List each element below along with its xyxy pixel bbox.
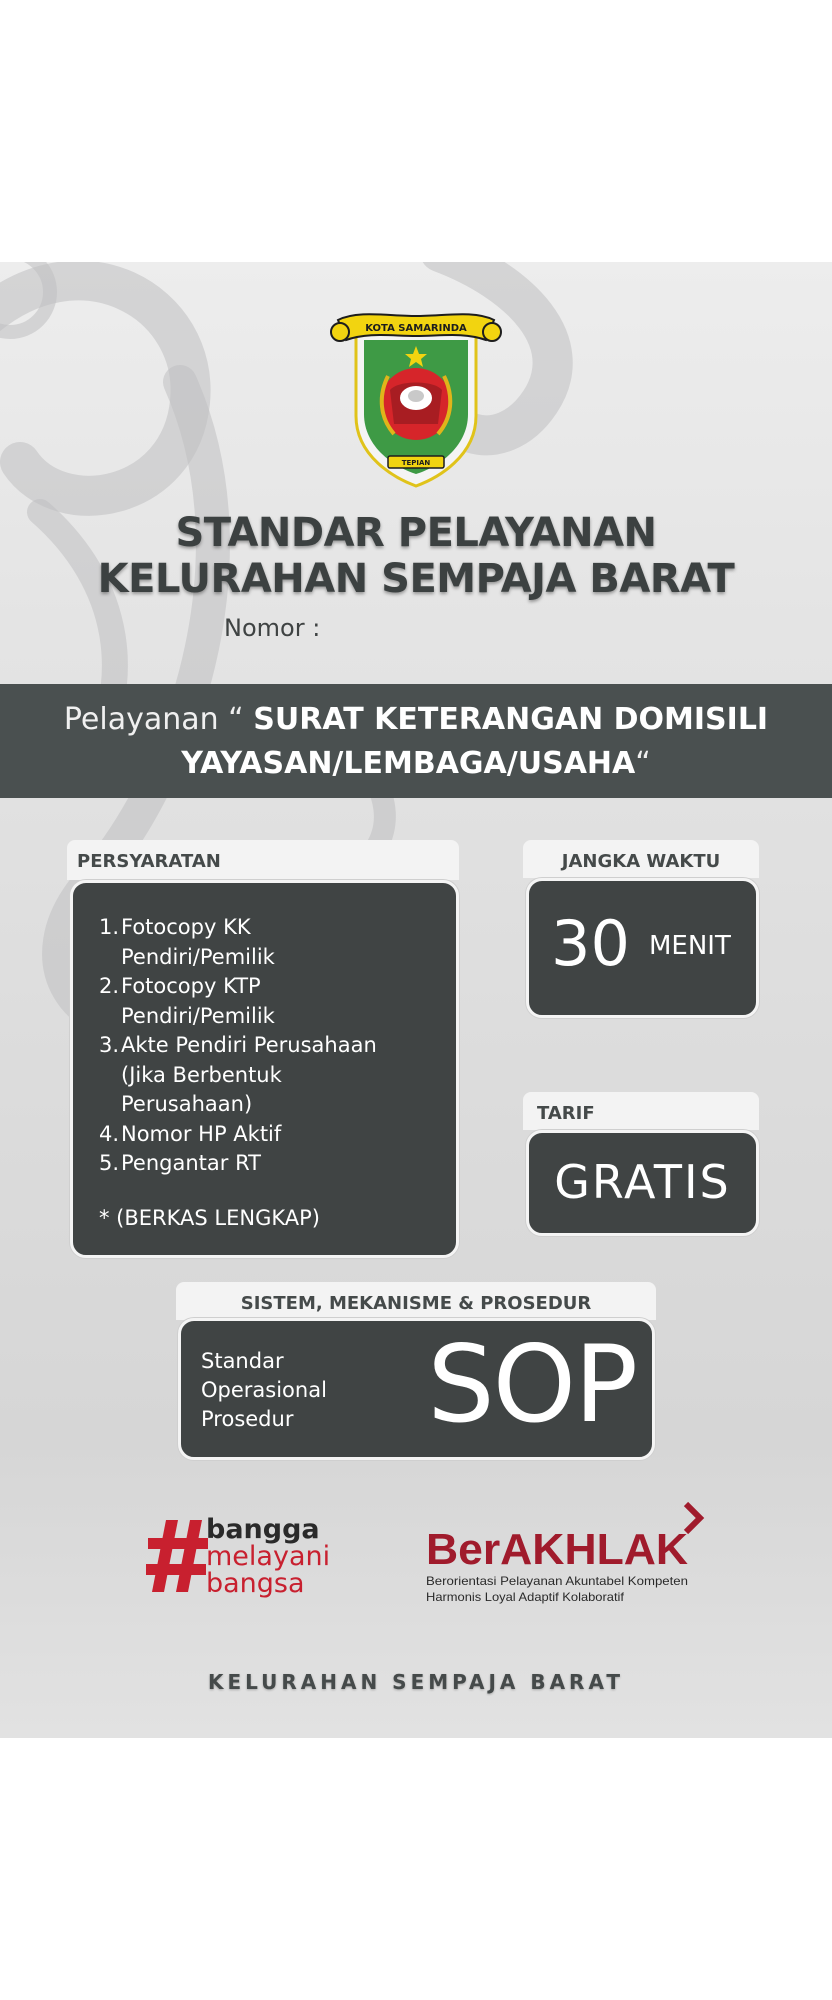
duration-unit: MENIT <box>649 931 731 961</box>
page-title-line1: STANDAR PELAYANAN <box>175 510 657 556</box>
berakhlak-logo <box>424 1500 714 1610</box>
service-banner <box>0 684 832 798</box>
tariff-heading: TARIF <box>537 1103 595 1124</box>
service-prefix: Pelayanan “ <box>63 702 254 737</box>
page-title-line2: KELURAHAN SEMPAJA BARAT <box>97 556 735 602</box>
duration-panel <box>526 878 759 1018</box>
svg-text:Berorientasi Pelayanan Akuntab: Berorientasi Pelayanan Akuntabel Kompeten <box>426 1574 688 1588</box>
duration-heading: JANGKA WAKTU <box>561 851 721 872</box>
procedure-panel <box>178 1318 655 1460</box>
tariff-value: GRATIS <box>554 1155 731 1209</box>
procedure-description: Standar Operasional Prosedur <box>201 1349 327 1431</box>
list-item: 3. Akte Pendiri Perusahaan (Jika Berbentuk Perusahaan) <box>99 1033 377 1116</box>
svg-text:bangga: bangga <box>206 1514 320 1545</box>
logo-top-text: KOTA SAMARINDA <box>365 323 467 334</box>
footer-text: KELURAHAN SEMPAJA BARAT <box>207 1670 625 1694</box>
procedure-sop-label: SOP <box>427 1323 636 1446</box>
svg-text:melayani: melayani <box>206 1541 331 1572</box>
nomor-label: Nomor : <box>224 614 321 642</box>
requirements-heading: PERSYARATAN <box>77 851 221 872</box>
service-suffix: “ <box>635 746 651 781</box>
list-item: 1. Fotocopy KK Pendiri/Pemilik <box>99 915 275 969</box>
requirements-card-header <box>67 840 459 880</box>
duration-value: 30 <box>551 907 630 980</box>
tariff-panel <box>526 1130 759 1236</box>
list-item: 2. Fotocopy KTP Pendiri/Pemilik <box>99 974 275 1028</box>
service-name-line2: YAYASAN/LEMBAGA/USAHA <box>181 746 636 781</box>
procedure-card-header <box>176 1282 656 1320</box>
svg-text:Harmonis Loyal Adaptif Kolabor: Harmonis Loyal Adaptif Kolaboratif <box>426 1590 625 1604</box>
samarinda-coat-of-arms-logo <box>328 306 504 490</box>
bangga-melayani-bangsa-logo <box>144 1512 344 1602</box>
requirements-list <box>99 913 411 1179</box>
list-item: 5. Pengantar RT <box>99 1151 261 1175</box>
svg-text:bangsa: bangsa <box>206 1568 305 1599</box>
logo-ribbon-text: TEPIAN <box>401 459 431 467</box>
requirements-panel <box>70 880 459 1258</box>
procedure-heading: SISTEM, MEKANISME & PROSEDUR <box>240 1293 592 1314</box>
list-item: 4. Nomor HP Aktif <box>99 1121 282 1146</box>
svg-text:BerAKHLAK: BerAKHLAK <box>426 1525 689 1574</box>
poster <box>0 262 832 1738</box>
duration-card-header <box>523 840 759 878</box>
tariff-card-header <box>523 1092 759 1130</box>
service-name-line1: SURAT KETERANGAN DOMISILI <box>253 702 769 737</box>
requirements-note: * (BERKAS LENGKAP) <box>99 1206 320 1230</box>
